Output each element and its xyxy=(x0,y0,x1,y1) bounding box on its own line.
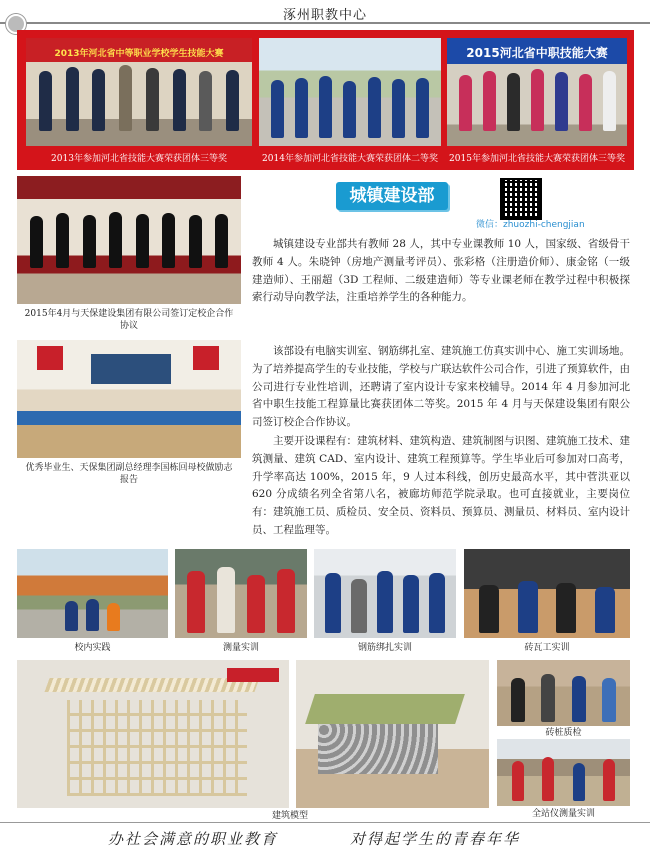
total-station-photo xyxy=(497,739,630,806)
signing-ceremony-photo xyxy=(17,176,241,304)
model-stone-wall xyxy=(318,724,438,774)
wechat-id: 微信：zhuozhi-chengjian xyxy=(476,220,585,230)
model-label xyxy=(227,668,279,682)
brick-training-caption: 砖瓦工实训 xyxy=(524,643,570,653)
rebar-training-caption: 钢筋绑扎实训 xyxy=(357,643,412,653)
signing-ceremony-caption: 2015年4月与天保建设集团有限公司签订定校企合作协议 xyxy=(24,309,234,331)
award-banner-2015: 2015河北省中职技能大赛 xyxy=(466,46,608,60)
footer-slogan-left: 办社会满意的职业教育 xyxy=(108,830,279,848)
section-title: 城镇建设部 xyxy=(336,182,448,210)
building-model-photo-2 xyxy=(296,660,489,808)
award-photo-2015 xyxy=(447,38,627,146)
graduate-report-caption: 优秀毕业生、天保集团副总经理李国栋回母校做励志报告 xyxy=(25,463,233,485)
wall-decoration xyxy=(37,346,63,370)
intro-paragraph xyxy=(252,236,630,307)
award-caption-2014: 2014年参加河北省技能大赛荣获团体二等奖 xyxy=(262,154,438,164)
campus-practice-photo xyxy=(17,549,168,638)
intro-text: 城镇建设专业部共有教师 28 人，其中专业课教师 10 人，国家级、省级骨干教师 4 人。朱晓钟（房地产测量考评员）、张彩格（注册造价师）、康金铭（一级建造师）、王丽超（3D 工程师、二级建造师）等专业课老师在教学过程中积极探索行动导向教学法，注重培养学生的各种能力。 xyxy=(252,238,630,304)
brick-inspection-caption: 砖桩质检 xyxy=(545,728,582,738)
survey-training-photo xyxy=(175,549,307,638)
building-model-photo-1 xyxy=(17,660,289,808)
footer-rule xyxy=(0,822,650,823)
award-photo-2013 xyxy=(26,38,252,146)
wechat-qr-code xyxy=(500,178,542,220)
model-thatched-roof xyxy=(305,694,465,724)
rebar-training-photo xyxy=(314,549,456,638)
facility-paragraph xyxy=(252,343,630,432)
page-title: 涿州职教中心 xyxy=(282,8,367,23)
wall-decoration xyxy=(193,346,219,370)
award-caption-2013: 2013年参加河北省技能大赛荣获团体三等奖 xyxy=(51,154,227,164)
total-station-caption: 全站仪测量实训 xyxy=(531,809,595,819)
award-banner-2013: 2013年河北省中等职业学校学生技能大赛 xyxy=(54,49,224,59)
survey-training-caption: 测量实训 xyxy=(222,643,259,653)
brick-inspection-photo xyxy=(497,660,630,726)
award-photo-2014 xyxy=(259,38,441,146)
campus-practice-caption: 校内实践 xyxy=(74,643,111,653)
screen xyxy=(91,354,171,384)
award-caption-2015: 2015年参加河北省技能大赛荣获团体三等奖 xyxy=(449,154,625,164)
facility-text: 该部设有电脑实训室、钢筋绑扎室、建筑施工仿真实训中心、施工实训场地。为了培养提高学生的专业技能，学校与广联达软件公司合作，引进了预算软件，由公司进行专业性培训，还聘请了室内设计专家来校辅导。2014 年 4 月参加河北省中职生技能工程算量比赛获团体二等奖。2015 年 4 月与天保建设集团有限公司签订校企合作协议。 xyxy=(252,345,630,429)
courses-text: 主要开设课程有：建筑材料、建筑构造、建筑制图与识图、建筑施工技术、建筑测量、建筑 CAD、室内设计、建筑工程预算等。学生毕业后可参加对口高考，升学率高达 100%，2015 年，9 人过本科线，创历史最高水平，其中菅洪亚以 620 分成绩名列全省第八名，被廊坊师范学院录取。也可直接就业，主要岗位有：建筑施工员、质检员、安全员、资料员、预算员、测量员、材料员、室内设计员、工程监理等。 xyxy=(252,435,630,536)
brick-training-photo xyxy=(464,549,630,638)
footer-slogan-right: 对得起学生的青春年华 xyxy=(350,830,521,848)
courses-paragraph xyxy=(17,433,630,540)
model-frame xyxy=(67,700,247,796)
building-model-caption: 建筑模型 xyxy=(271,811,308,821)
